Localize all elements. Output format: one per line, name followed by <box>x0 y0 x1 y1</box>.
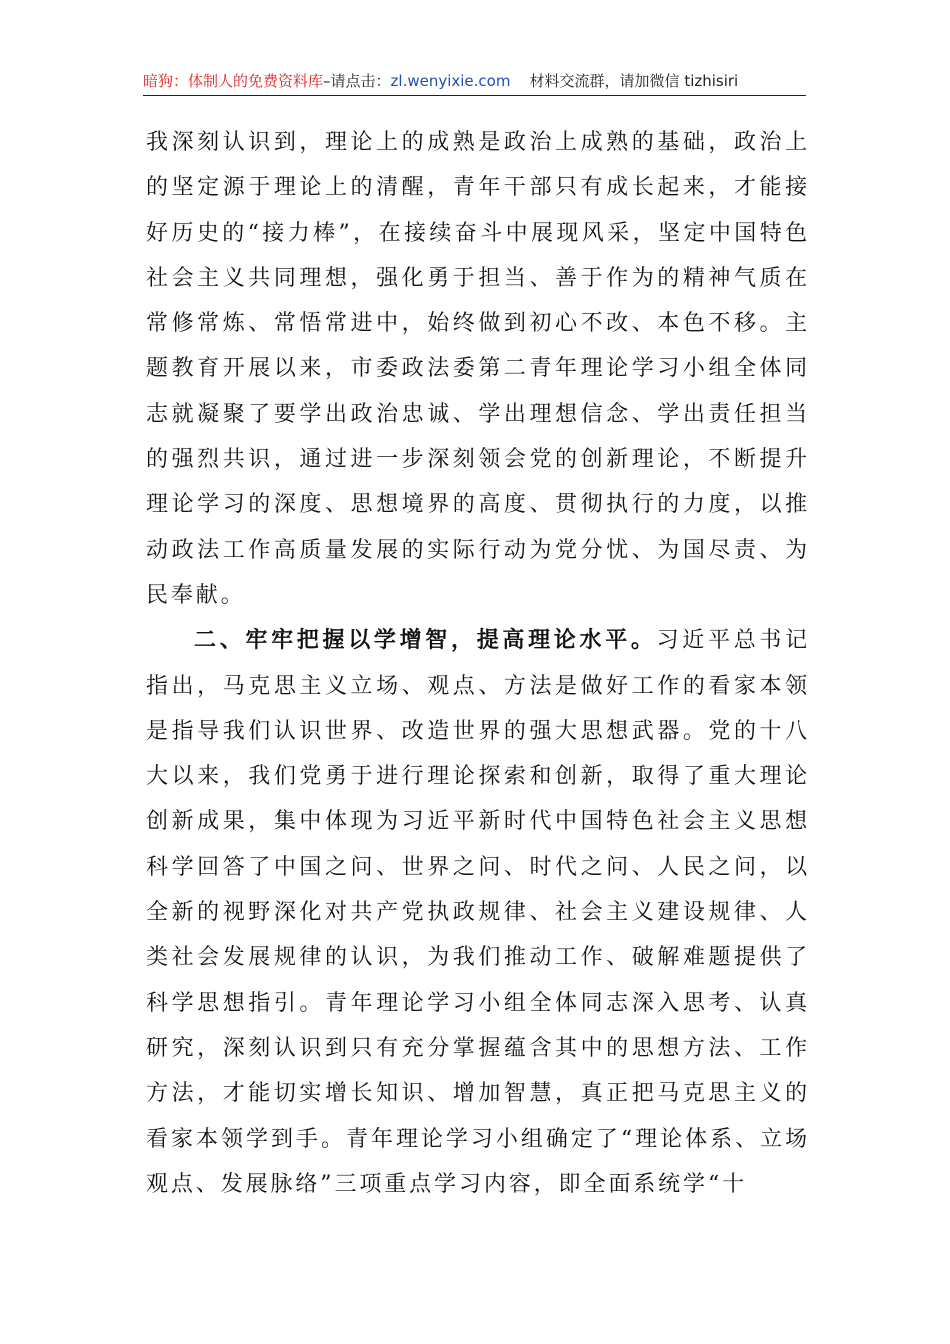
header-contact: 材料交流群，请加微信 tizhisiri <box>529 72 739 90</box>
header-click-prompt: –请点击： <box>323 72 391 90</box>
header-link[interactable]: zl.wenyixie.com <box>390 72 511 90</box>
document-body <box>146 120 810 1207</box>
paragraph-1: 我深刻认识到，理论上的成熟是政治上成熟的基础，政治上的坚定源于理论上的清醒，青年干部只有成长起来，才能接好历史的“接力棒”，在接续奋斗中展现风采，坚定中国特色社会主义共同理想，强化勇于担当、善于作为的精神气质在常修常炼、常悟常进中，始终做到初心不改、本色不移。主题教育开展以来，市委政法委第二青年理论学习小组全体同志就凝聚了要学出政治忠诚、学出理想信念、学出责任担当的强烈共识，通过进一步深刻领会党的创新理论，不断提升理论学习的深度、思想境界的高度、贯彻执行的力度，以推动政法工作高质量发展的实际行动为党分忧、为国尽责、为民奉献。 <box>146 130 810 608</box>
header-divider <box>143 95 806 96</box>
header-ad-title: 暗狗：体制人的免费资料库 <box>143 72 324 90</box>
document-header <box>143 68 806 94</box>
section-2-heading: 二、牢牢把握以学增智，提高理论水平。 <box>194 628 657 654</box>
section-2-text: 习近平总书记指出，马克思主义立场、观点、方法是做好工作的看家本领是指导我们认识世界、改造世界的强大思想武器。党的十八大以来，我们党勇于进行理论探索和创新，取得了重大理论创新成果，集中体现为习近平新时代中国特色社会主义思想科学回答了中国之问、世界之问、时代之问、人民之问，以全新的视野深化对共产党执政规律、社会主义建设规律、人类社会发展规律的认识，为我们推动工作、破解难题提供了科学思想指引。青年理论学习小组全体同志深入思考、认真研究，深刻认识到只有充分掌握蕴含其中的思想方法、工作方法，才能切实增长知识、增加智慧，真正把马克思主义的看家本领学到手。青年理论学习小组确定了“理论体系、立场观点、发展脉络”三项重点学习内容，即全面系统学“十 <box>146 628 811 1197</box>
paragraph-2 <box>146 618 810 1207</box>
